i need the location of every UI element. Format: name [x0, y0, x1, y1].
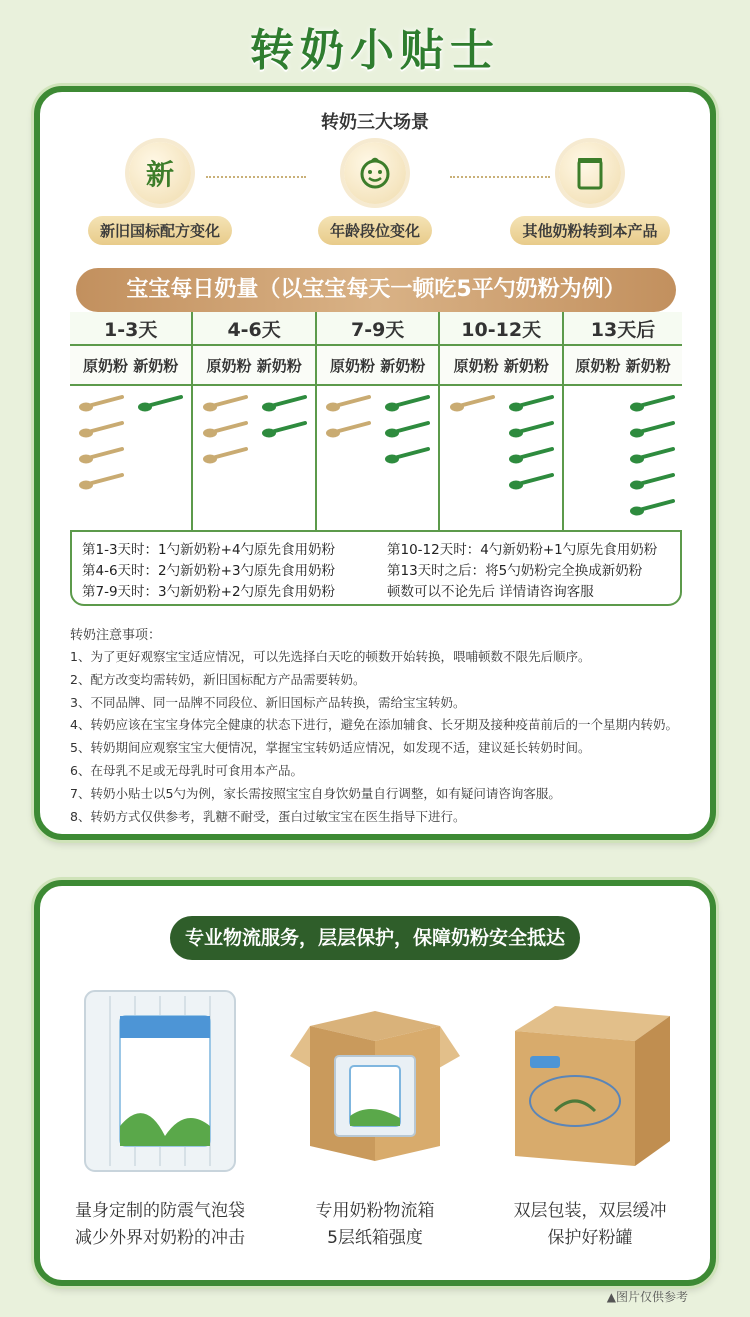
new-milk-spoon-icon: [384, 394, 430, 412]
daily-amount-banner: 宝宝每日奶量（以宝宝每天一顿吃5平勺奶粉为例）: [76, 268, 676, 312]
package-double-layer: [490, 986, 690, 1252]
new-milk-spoon-icon: [384, 446, 430, 464]
ratio-notes-right: [387, 540, 670, 600]
notice-title: 转奶注意事项：: [70, 628, 162, 643]
notice-item: 3、不同品牌、同一品牌不同段位、新旧国标产品转换，需给宝宝转奶。: [70, 694, 466, 710]
notice-list: [70, 646, 690, 828]
new-milk-spoon-icon: [261, 394, 307, 412]
stage-spoons: [70, 385, 192, 532]
old-milk-spoon-icon: [325, 394, 371, 412]
new-milk-spoons: [380, 392, 435, 470]
transition-table: [70, 312, 682, 532]
new-milk-spoon-icon: [629, 472, 675, 490]
stage-sub-header: [563, 345, 682, 385]
new-milk-spoons: [133, 392, 187, 496]
new-milk-spoons: [256, 392, 311, 470]
notice-item: 6、在母乳不足或无母乳时可食用本产品。: [70, 762, 303, 778]
old-milk-spoon-icon: [202, 420, 248, 438]
scene-label: 新旧国标配方变化: [88, 216, 232, 245]
stage-day-header: 4-6天: [192, 312, 316, 345]
new-badge-icon: [129, 142, 191, 204]
scene-label: 年龄段位变化: [318, 216, 432, 245]
notice-item: 5、转奶期间应观察宝宝大便情况，掌握宝宝转奶适应情况，如发现不适，建议延长转奶时间。: [70, 740, 591, 756]
new-badge-text: 新: [145, 158, 174, 191]
stage-spoons: [192, 385, 316, 532]
new-milk-spoon-icon: [629, 498, 675, 516]
old-milk-spoon-icon: [325, 420, 371, 438]
notice-item: 7、转奶小贴士以5勺为例，家长需按照宝宝自身饮奶量自行调整，如有疑问请咨询客服。: [70, 785, 561, 801]
package-caption: 5层纸箱强度: [327, 1228, 423, 1248]
old-milk-label: 原奶粉: [83, 356, 129, 375]
stage-spoons: [439, 385, 563, 532]
stage-spoons: [563, 385, 682, 532]
stage-day-header: 13天后: [563, 312, 682, 345]
sealed-box-image: [495, 986, 685, 1176]
notice-item: 1、为了更好观察宝宝适应情况，可以先选择白天吃的顿数开始转换，喂哺顿数不限先后顺序。: [70, 649, 591, 664]
stage-day-header: 7-9天: [316, 312, 440, 345]
new-milk-spoon-icon: [508, 472, 554, 490]
notice-item: 2、配方改变均需转奶，新旧国标配方产品需要转奶。: [70, 671, 366, 687]
new-milk-label: 新奶粉: [256, 356, 302, 375]
baby-face-icon: [344, 142, 406, 204]
package-bubble-bag: [60, 986, 260, 1252]
new-milk-spoon-icon: [384, 420, 430, 438]
logistics-card: [34, 880, 716, 1286]
ratio-notes-left: [82, 540, 365, 600]
ratio-note: 第4-6天时：2勺新奶粉+3勺原先食用奶粉: [82, 563, 336, 579]
stage-sub-header: [70, 345, 192, 385]
new-milk-spoon-icon: [629, 446, 675, 464]
new-milk-spoon-icon: [508, 394, 554, 412]
ratio-note: 顿数可以不论先后 详情请咨询客服: [387, 584, 594, 600]
new-milk-spoon-icon: [508, 446, 554, 464]
new-milk-spoon-icon: [508, 420, 554, 438]
new-milk-label: 新奶粉: [380, 356, 426, 375]
stage-day-header: 10-12天: [439, 312, 563, 345]
old-milk-spoon-icon: [78, 446, 124, 464]
stage-spoons: [316, 385, 440, 532]
milk-transition-card: [34, 86, 716, 840]
ratio-notes: [70, 530, 682, 606]
new-milk-spoons: [625, 392, 678, 522]
old-milk-spoon-icon: [202, 394, 248, 412]
package-caption: 双层包装，双层缓冲: [513, 1201, 667, 1221]
old-milk-spoon-icon: [78, 394, 124, 412]
ratio-note: 第7-9天时：3勺新奶粉+2勺原先食用奶粉: [82, 584, 336, 600]
old-milk-spoon-icon: [78, 472, 124, 490]
old-milk-spoon-icon: [449, 394, 495, 412]
new-milk-spoon-icon: [629, 394, 675, 412]
image-reference-note: ▲图片仅供参考: [606, 1290, 688, 1304]
old-milk-label: 原奶粉: [575, 356, 621, 375]
scenes-title: 转奶三大场景: [321, 112, 429, 133]
stage-sub-header: [439, 345, 563, 385]
package-caption: 量身定制的防震气泡袋: [75, 1201, 245, 1221]
new-milk-label: 新奶粉: [503, 356, 549, 375]
bubble-bag-image: [65, 986, 255, 1176]
old-milk-spoon-icon: [202, 446, 248, 464]
logistics-title: 专业物流服务，层层保护，保障奶粉安全抵达: [170, 916, 580, 960]
new-milk-spoon-icon: [137, 394, 183, 412]
package-caption: 保护好粉罐: [547, 1228, 633, 1248]
ratio-note: 第10-12天时：4勺新奶粉+1勺原先食用奶粉: [387, 542, 658, 558]
new-milk-spoons: [503, 392, 558, 496]
stage-sub-header: [192, 345, 316, 385]
scene-age-stage: [285, 142, 465, 245]
new-milk-spoon-icon: [629, 420, 675, 438]
old-milk-spoons: [444, 392, 499, 496]
stage-sub-header: [316, 345, 440, 385]
ratio-note: 第13天时之后：将5勺奶粉完全换成新奶粉: [387, 563, 643, 579]
old-milk-spoons: [197, 392, 252, 470]
stage-day-header: 1-3天: [70, 312, 192, 345]
scene-label: 其他奶粉转到本产品: [510, 216, 669, 245]
old-milk-spoons: [74, 392, 128, 496]
page-title: 转奶小贴士: [250, 25, 500, 76]
new-milk-label: 新奶粉: [133, 356, 179, 375]
milk-can-icon: [559, 142, 621, 204]
old-milk-spoons: [321, 392, 376, 470]
open-box-image: [280, 986, 470, 1176]
old-milk-spoon-icon: [78, 420, 124, 438]
package-caption: 减少外界对奶粉的冲击: [75, 1228, 245, 1248]
old-milk-spoons: [568, 392, 621, 522]
ratio-note: 第1-3天时：1勺新奶粉+4勺原先食用奶粉: [82, 542, 336, 558]
package-caption: 专用奶粉物流箱: [315, 1201, 435, 1221]
scene-other-brand: [500, 142, 680, 245]
notice-item: 8、转奶方式仅供参考，乳糖不耐受，蛋白过敏宝宝在医生指导下进行。: [70, 808, 466, 824]
new-milk-label: 新奶粉: [625, 356, 671, 375]
new-milk-spoon-icon: [261, 420, 307, 438]
old-milk-label: 原奶粉: [330, 356, 376, 375]
old-milk-label: 原奶粉: [206, 356, 252, 375]
package-logistics-box: [275, 986, 475, 1252]
notice-item: 4、转奶应该在宝宝身体完全健康的状态下进行，避免在添加辅食、长牙期及接种疫苗前后的一个星期内转奶。: [70, 717, 678, 733]
scene-new-formula: [70, 142, 250, 245]
old-milk-label: 原奶粉: [453, 356, 499, 375]
